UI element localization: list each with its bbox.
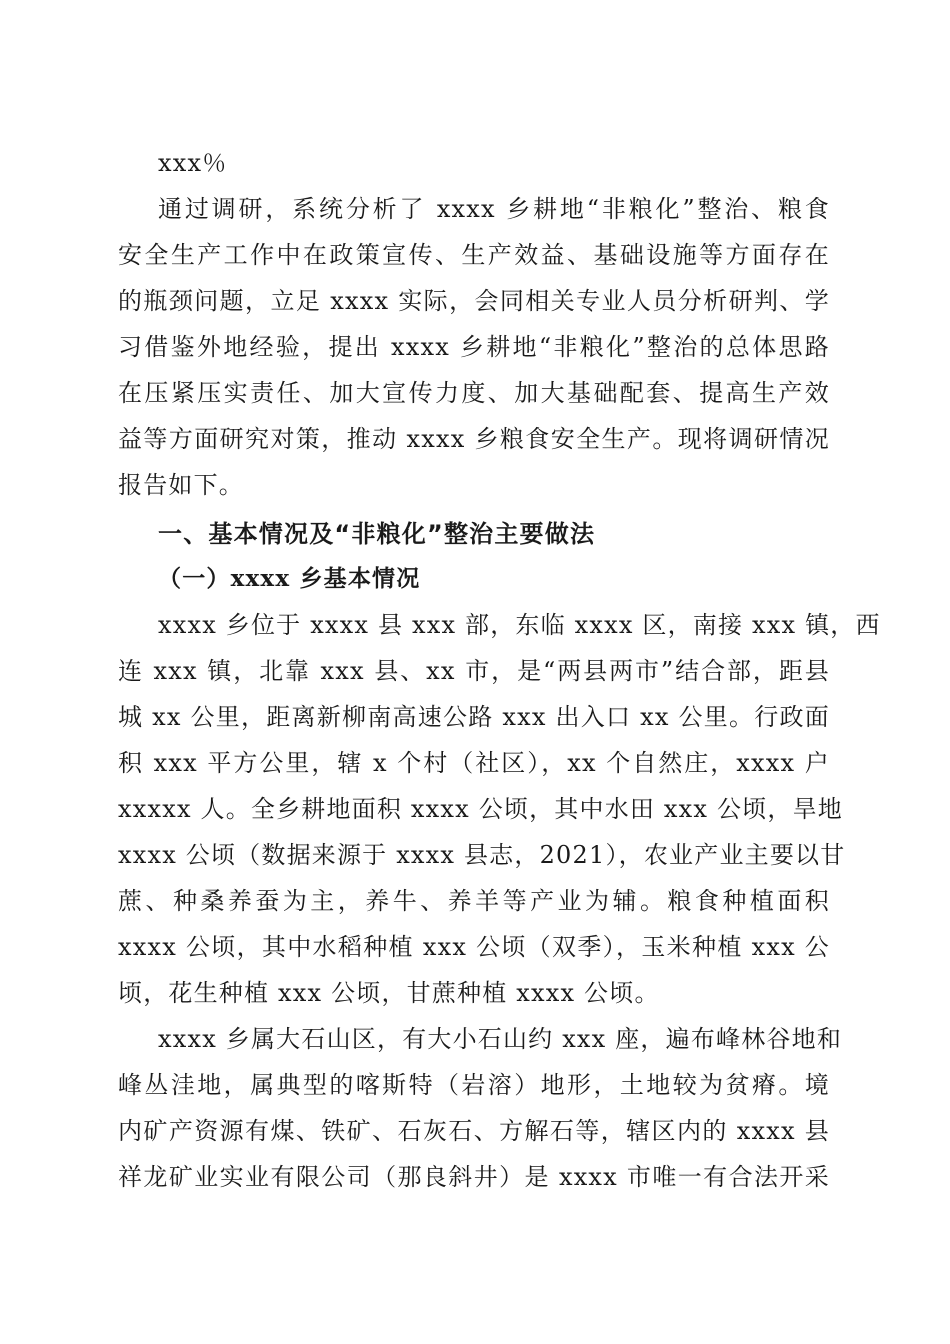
text-line: 城 xx 公里，距离新柳南高速公路 xxx 出入口 xx 公里。行政面 — [118, 703, 830, 731]
text-line: 习借鉴外地经验，提出 xxxx 乡耕地“非粮化”整治的总体思路 — [118, 333, 830, 361]
text-line: 在压紧压实责任、加大宣传力度、加大基础配套、提高生产效 — [118, 379, 830, 407]
text-line: 通过调研，系统分析了 xxxx 乡耕地“非粮化”整治、粮食 — [158, 195, 830, 223]
basic-info-paragraph — [118, 602, 881, 1016]
text-line: 的瓶颈问题，立足 xxxx 实际，会同相关专业人员分析研判、学 — [118, 287, 830, 315]
text-line: 连 xxx 镇，北靠 xxx 县、xx 市，是“两县两市”结合部，距县 — [118, 657, 830, 685]
intro-paragraph — [118, 186, 830, 508]
text-line: xxx％ — [158, 149, 228, 177]
text-line: 积 xxx 平方公里，辖 x 个村（社区），xx 个自然庄，xxxx 户 — [118, 749, 830, 777]
text-line: 益等方面研究对策，推动 xxxx 乡粮食安全生产。现将调研情况 — [118, 425, 830, 453]
text-line: xxxx 公顷（数据来源于 xxxx 县志，2021），农业产业主要以甘 — [118, 841, 846, 869]
text-line: 内矿产资源有煤、铁矿、石灰石、方解石等，辖区内的 xxxx 县 — [118, 1117, 830, 1145]
text-line: 峰丛洼地，属典型的喀斯特（岩溶）地形，土地较为贫瘠。境 — [118, 1071, 830, 1099]
document-body — [118, 140, 881, 1200]
text-line: 蔗、种桑养蚕为主，养牛、养羊等产业为辅。粮食种植面积 — [118, 887, 830, 915]
text-line: 报告如下。 — [118, 471, 244, 499]
section-heading: 一、基本情况及“非粮化”整治主要做法 — [158, 520, 596, 548]
text-line: 祥龙矿业实业有限公司（那良斜井）是 xxxx 市唯一有合法开采 — [118, 1163, 830, 1191]
terrain-paragraph — [118, 1016, 843, 1200]
text-line: xxxx 乡属大石山区，有大小石山约 xxx 座，遍布峰林谷地和 — [158, 1025, 843, 1053]
text-line: xxxx 公顷，其中水稻种植 xxx 公顷（双季），玉米种植 xxx 公 — [118, 933, 830, 961]
subsection-heading: （一）xxxx 乡基本情况 — [158, 565, 421, 592]
text-line: 顷，花生种植 xxx 公顷，甘蔗种植 xxxx 公顷。 — [118, 979, 660, 1007]
text-line: xxxx 乡位于 xxxx 县 xxx 部，东临 xxxx 区，南接 xxx 镇，西 — [158, 611, 881, 639]
text-line: xxxxx 人。全乡耕地面积 xxxx 公顷，其中水田 xxx 公顷，旱地 — [118, 795, 843, 823]
text-line: 安全生产工作中在政策宣传、生产效益、基础设施等方面存在 — [118, 241, 830, 269]
